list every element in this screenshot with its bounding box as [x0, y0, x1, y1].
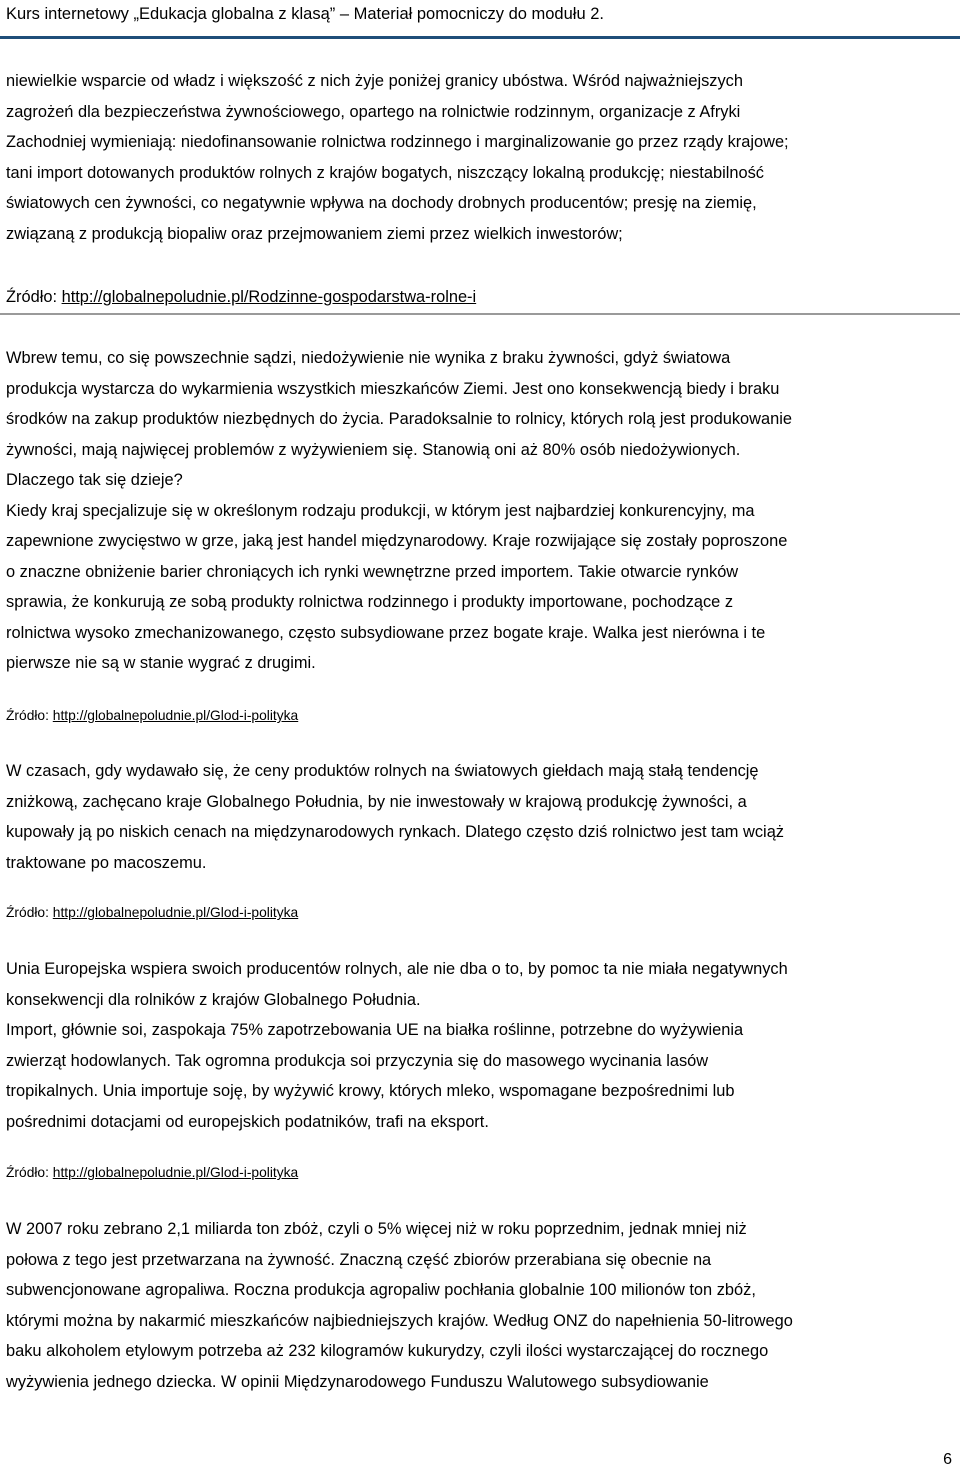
source-citation-4 — [6, 1162, 298, 1184]
text-line: zapewnione zwycięstwo w grze, jaką jest handel międzynarodowy. Kraje rozwijające się zostały poproszone — [6, 532, 788, 550]
text-line: Import, głównie soi, zaspokaja 75% zapotrzebowania UE na białka roślinne, potrzebne do wyżywienia — [6, 1021, 744, 1039]
source-label: Źródło: — [6, 288, 62, 306]
text-line: którymi można by nakarmić mieszkańców najbiedniejszych krajów. Według ONZ do napełnienia 50-litrowego — [6, 1311, 793, 1330]
paragraph-block-3 — [6, 756, 956, 878]
text-line: Kiedy kraj specjalizuje się w określonym rodzaju produkcji, w którym jest najbardziej konkurencyjny, ma — [6, 501, 755, 520]
text-line: Zachodniej wymieniają: niedofinansowanie rolnictwa rodzinnego i marginalizowanie go przez rządy krajowe; — [6, 133, 789, 151]
text-line: pośrednimi dotacjami od europejskich podatników, trafi na eksport. — [6, 1112, 489, 1131]
text-line: zagrożeń dla bezpieczeństwa żywnościowego, opartego na rolnictwie rodzinnym, organizacje z Afryki — [6, 102, 741, 121]
paragraph-block-1 — [6, 66, 956, 249]
text-line: środków na zakup produktów niezbędnych do życia. Paradoksalnie to rolnicy, których rolą jest produkowanie — [6, 410, 792, 428]
text-line: Wbrew temu, co się powszechnie sądzi, niedożywienie nie wynika z braku żywności, gdyż światowa — [6, 349, 731, 367]
source-link[interactable]: http://globalnepoludnie.pl/Glod-i-polityka — [52, 1165, 299, 1180]
text-line: o znaczne obniżenie barier chroniących ich rynki wewnętrzne przed importem. Takie otwarcie rynków — [6, 562, 739, 581]
text-line: związaną z produkcją biopaliw oraz przejmowaniem ziemi przez wielkich inwestorów; — [6, 224, 623, 243]
text-line: pierwsze nie są w stanie wygrać z drugimi. — [6, 654, 316, 672]
source-link[interactable]: http://globalnepoludnie.pl/Glod-i-polityka — [52, 905, 299, 920]
text-line: subwencjonowane agropaliwa. Roczna produkcja agropaliw pochłania globalnie 100 milionów ton zbóż, — [6, 1281, 756, 1299]
paragraph-block-5 — [6, 1214, 956, 1397]
text-line: W czasach, gdy wydawało się, że ceny produktów rolnych na światowych giełdach mają stałą tendencję — [6, 762, 759, 780]
text-line: połowa z tego jest przetwarzana na żywność. Znaczną część zbiorów przerabiana się obecnie na — [6, 1250, 712, 1269]
text-line: produkcja wystarcza do wykarmienia wszystkich mieszkańców Ziemi. Jest ono konsekwencją biedy i braku — [6, 379, 780, 398]
text-line: sprawia, że konkurują ze sobą produkty rolnictwa rodzinnego i produkty importowane, pochodzące z — [6, 593, 734, 611]
paragraph-block-4 — [6, 954, 956, 1137]
source-label: Źródło: — [6, 708, 53, 723]
text-line: zniżkową, zachęcano kraje Globalnego Południa, by nie inwestowały w krajową produkcję żywności, a — [6, 792, 747, 811]
text-line: zwierząt hodowlanych. Tak ogromna produkcja soi przyczynia się do masowego wycinania lasów — [6, 1051, 709, 1070]
source-label: Źródło: — [6, 905, 53, 920]
page-header-title: Kurs internetowy „Edukacja globalna z klasą” – Materiał pomocniczy do modułu 2. — [6, 5, 604, 23]
text-line: konsekwencji dla rolników z krajów Globalnego Południa. — [6, 990, 421, 1009]
source-label: Źródło: — [6, 1165, 53, 1180]
text-line: tani import dotowanych produktów rolnych z krajów bogatych, niszczący lokalną produkcję; niestabilność — [6, 163, 764, 182]
section-divider — [0, 313, 960, 315]
text-line: traktowane po macoszemu. — [6, 853, 207, 872]
text-line: światowych cen żywności, co negatywnie wpływa na dochody drobnych producentów; presję na ziemię, — [6, 194, 757, 212]
text-line: kupowały ją po niskich cenach na międzynarodowych rynkach. Dlatego często dziś rolnictwo jest tam wciąż — [6, 823, 785, 841]
text-line: rolnictwa wysoko zmechanizowanego, często subsydiowane przez bogate kraje. Walka jest nierówna i te — [6, 623, 766, 642]
text-line: Dlaczego tak się dzieje? — [6, 471, 183, 489]
source-citation-3 — [6, 902, 298, 924]
paragraph-block-2 — [6, 343, 956, 679]
text-line: baku alkoholem etylowym potrzeba aż 232 kilogramów kukurydzy, czyli ilości wystarczającej do rocznego — [6, 1342, 769, 1360]
text-line: wyżywienia jednego dziecka. W opinii Międzynarodowego Funduszu Walutowego subsydiowanie — [6, 1372, 709, 1391]
text-line: niewielkie wsparcie od władz i większość z nich żyje poniżej granicy ubóstwa. Wśród najważniejszych — [6, 72, 743, 90]
text-line: Unia Europejska wspiera swoich producentów rolnych, ale nie dba o to, by pomoc ta nie miała negatywnych — [6, 960, 788, 978]
page-number: 6 — [943, 1451, 952, 1468]
source-link[interactable]: http://globalnepoludnie.pl/Glod-i-polityka — [52, 708, 299, 723]
source-citation-1 — [6, 286, 476, 308]
source-citation-2 — [6, 705, 298, 727]
text-line: W 2007 roku zebrano 2,1 miliarda ton zbóż, czyli o 5% więcej niż w roku poprzednim, jednak mniej niż — [6, 1220, 747, 1238]
source-link[interactable]: http://globalnepoludnie.pl/Rodzinne-gospodarstwa-rolne-i — [61, 288, 477, 306]
text-line: tropikalnych. Unia importuje soję, by wyżywić krowy, których mleko, wspomagane bezpośrednimi lub — [6, 1082, 735, 1100]
header-divider — [0, 36, 960, 39]
text-line: żywności, mają najwięcej problemów z wyżywieniem się. Stanowią oni aż 80% osób niedożywionych. — [6, 440, 741, 459]
